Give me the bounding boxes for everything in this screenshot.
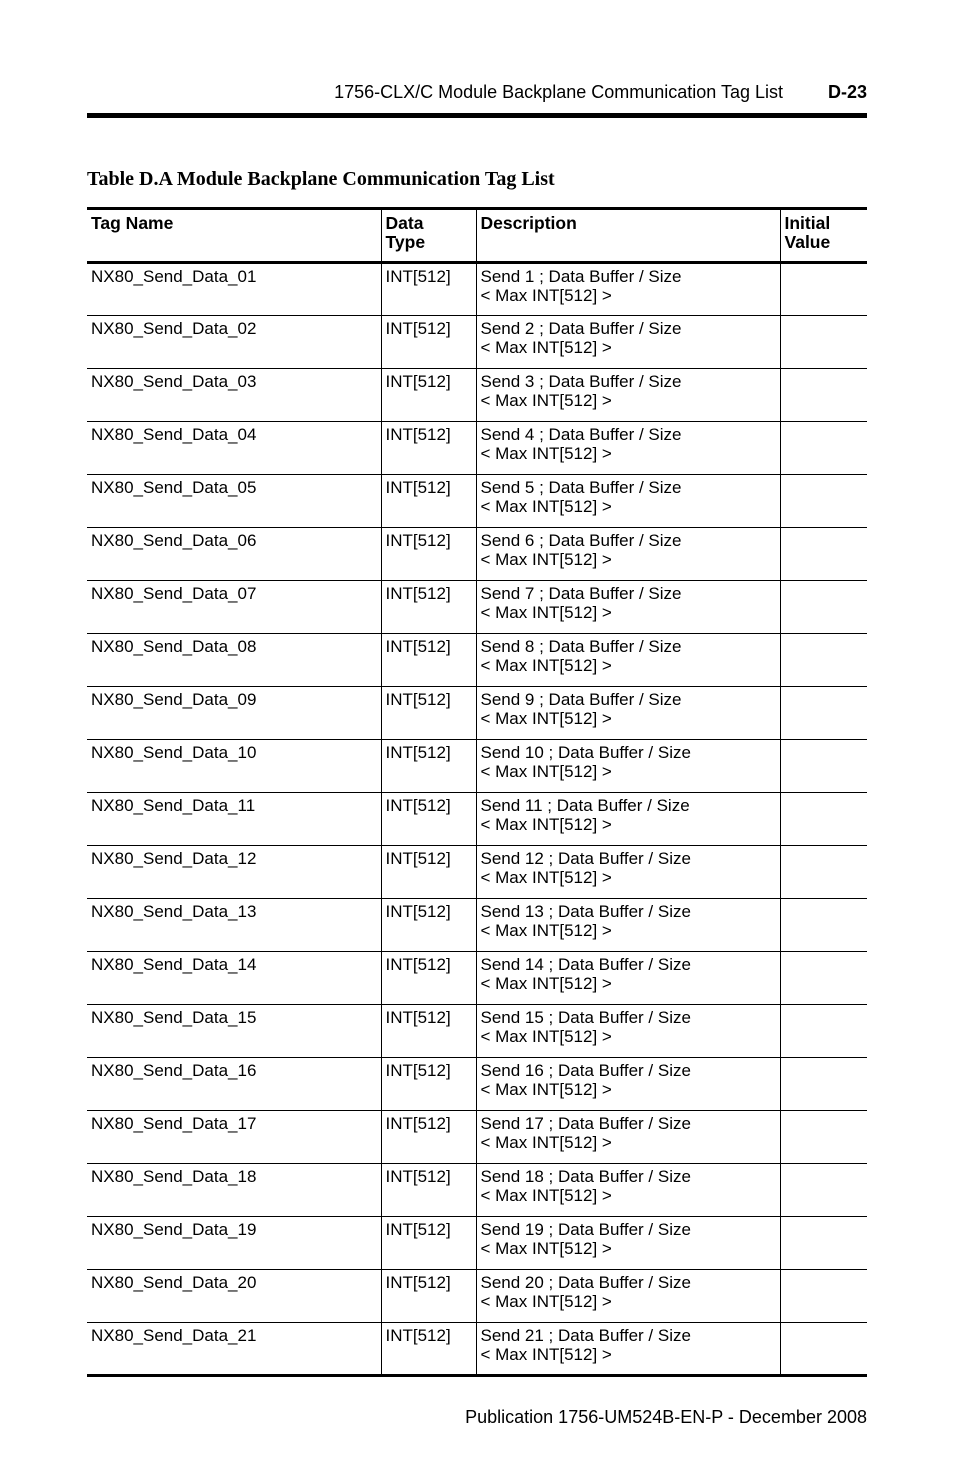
- initial-value-cell: [780, 846, 867, 899]
- tag-list-table: [87, 207, 867, 1377]
- initial-value-cell: [780, 634, 867, 687]
- description-cell: [476, 687, 780, 740]
- initial-value-cell: [780, 899, 867, 952]
- description-cell: [476, 1005, 780, 1058]
- tag-name-cell: NX80_Send_Data_13: [87, 899, 381, 952]
- description-cell: [476, 846, 780, 899]
- description-line: Send 15 ; Data Buffer / Size: [480, 1008, 691, 1027]
- description-line: < Max INT[512] >: [480, 656, 612, 675]
- description-cell: [476, 1270, 780, 1323]
- table-row: [87, 740, 867, 793]
- description-line: < Max INT[512] >: [480, 1133, 612, 1152]
- tag-name-cell: NX80_Send_Data_02: [87, 316, 381, 369]
- initial-value-cell: [780, 793, 867, 846]
- description-line: Send 2 ; Data Buffer / Size: [480, 319, 682, 338]
- table-row: [87, 952, 867, 1005]
- description-line: Send 10 ; Data Buffer / Size: [480, 743, 691, 762]
- column-header-line: Value: [784, 232, 831, 252]
- description-cell: [476, 899, 780, 952]
- publication-footer: Publication 1756-UM524B-EN-P - December 2008: [465, 1407, 867, 1427]
- table-row: [87, 634, 867, 687]
- tag-name-cell: NX80_Send_Data_21: [87, 1323, 381, 1376]
- description-line: Send 17 ; Data Buffer / Size: [480, 1114, 691, 1133]
- data-type-cell: INT[512]: [381, 1217, 476, 1270]
- data-type-cell: INT[512]: [381, 687, 476, 740]
- description-line: < Max INT[512] >: [480, 497, 612, 516]
- tag-name-cell: NX80_Send_Data_06: [87, 528, 381, 581]
- data-type-cell: INT[512]: [381, 1005, 476, 1058]
- initial-value-cell: [780, 952, 867, 1005]
- description-line: < Max INT[512] >: [480, 1345, 612, 1364]
- data-type-cell: INT[512]: [381, 1111, 476, 1164]
- tag-name-cell: NX80_Send_Data_14: [87, 952, 381, 1005]
- data-type-cell: INT[512]: [381, 899, 476, 952]
- description-line: Send 11 ; Data Buffer / Size: [480, 796, 690, 815]
- tag-name-cell: NX80_Send_Data_19: [87, 1217, 381, 1270]
- data-type-cell: INT[512]: [381, 1270, 476, 1323]
- tag-name-cell: NX80_Send_Data_08: [87, 634, 381, 687]
- description-cell: [476, 740, 780, 793]
- tag-name-cell: NX80_Send_Data_07: [87, 581, 381, 634]
- description-line: Send 13 ; Data Buffer / Size: [480, 902, 691, 921]
- tag-name-cell: NX80_Send_Data_11: [87, 793, 381, 846]
- description-line: Send 14 ; Data Buffer / Size: [480, 955, 691, 974]
- description-line: < Max INT[512] >: [480, 338, 612, 357]
- description-line: Send 9 ; Data Buffer / Size: [480, 690, 682, 709]
- description-line: < Max INT[512] >: [480, 391, 612, 410]
- initial-value-cell: [780, 1217, 867, 1270]
- table-caption: Table D.A Module Backplane Communication Tag List: [87, 168, 555, 190]
- column-header-line: Data: [385, 213, 424, 233]
- description-line: < Max INT[512] >: [480, 1027, 612, 1046]
- description-line: Send 8 ; Data Buffer / Size: [480, 637, 682, 656]
- description-line: < Max INT[512] >: [480, 603, 612, 622]
- description-cell: [476, 422, 780, 475]
- initial-value-cell: [780, 422, 867, 475]
- tag-name-cell: NX80_Send_Data_20: [87, 1270, 381, 1323]
- description-line: < Max INT[512] >: [480, 974, 612, 993]
- description-line: Send 4 ; Data Buffer / Size: [480, 425, 682, 444]
- data-type-cell: INT[512]: [381, 581, 476, 634]
- table-row: [87, 899, 867, 952]
- description-line: Send 7 ; Data Buffer / Size: [480, 584, 682, 603]
- column-header-line: Description: [480, 213, 577, 233]
- tag-name-cell: NX80_Send_Data_16: [87, 1058, 381, 1111]
- column-header-description: [476, 209, 780, 263]
- description-line: Send 20 ; Data Buffer / Size: [480, 1273, 691, 1292]
- column-header-initial-value: [780, 209, 867, 263]
- description-line: < Max INT[512] >: [480, 921, 612, 940]
- description-cell: [476, 528, 780, 581]
- description-line: Send 21 ; Data Buffer / Size: [480, 1326, 691, 1345]
- description-cell: [476, 793, 780, 846]
- description-line: < Max INT[512] >: [480, 815, 612, 834]
- data-type-cell: INT[512]: [381, 316, 476, 369]
- table-row: [87, 581, 867, 634]
- table-row: [87, 1164, 867, 1217]
- description-cell: [476, 1058, 780, 1111]
- initial-value-cell: [780, 1058, 867, 1111]
- description-cell: [476, 1164, 780, 1217]
- column-header-tag-name: [87, 209, 381, 263]
- description-cell: [476, 581, 780, 634]
- table-row: [87, 528, 867, 581]
- running-header-title: 1756-CLX/C Module Backplane Communication Tag List: [334, 82, 783, 102]
- page-number: D-23: [827, 82, 867, 102]
- tag-name-cell: NX80_Send_Data_15: [87, 1005, 381, 1058]
- description-line: < Max INT[512] >: [480, 1186, 612, 1205]
- table-row: [87, 1058, 867, 1111]
- tag-name-cell: NX80_Send_Data_04: [87, 422, 381, 475]
- tag-name-cell: NX80_Send_Data_01: [87, 263, 381, 316]
- description-line: < Max INT[512] >: [480, 762, 612, 781]
- table-header-row: [87, 209, 867, 263]
- data-type-cell: INT[512]: [381, 793, 476, 846]
- table-row: [87, 1323, 867, 1376]
- table-row: [87, 369, 867, 422]
- column-header-line: Initial: [784, 213, 831, 233]
- table-body: [87, 263, 867, 1376]
- initial-value-cell: [780, 1164, 867, 1217]
- table-row: [87, 687, 867, 740]
- initial-value-cell: [780, 369, 867, 422]
- tag-name-cell: NX80_Send_Data_17: [87, 1111, 381, 1164]
- description-line: < Max INT[512] >: [480, 1292, 612, 1311]
- tag-name-cell: NX80_Send_Data_12: [87, 846, 381, 899]
- description-cell: [476, 1323, 780, 1376]
- initial-value-cell: [780, 1005, 867, 1058]
- description-line: < Max INT[512] >: [480, 1239, 612, 1258]
- description-cell: [476, 1111, 780, 1164]
- tag-name-cell: NX80_Send_Data_09: [87, 687, 381, 740]
- description-line: Send 5 ; Data Buffer / Size: [480, 478, 682, 497]
- initial-value-cell: [780, 528, 867, 581]
- table-row: [87, 1217, 867, 1270]
- table-row: [87, 846, 867, 899]
- data-type-cell: INT[512]: [381, 952, 476, 1005]
- tag-name-cell: NX80_Send_Data_18: [87, 1164, 381, 1217]
- description-cell: [476, 316, 780, 369]
- description-line: Send 1 ; Data Buffer / Size: [480, 267, 682, 286]
- description-cell: [476, 263, 780, 316]
- description-line: < Max INT[512] >: [480, 709, 612, 728]
- tag-name-cell: NX80_Send_Data_05: [87, 475, 381, 528]
- description-line: Send 16 ; Data Buffer / Size: [480, 1061, 691, 1080]
- data-type-cell: INT[512]: [381, 475, 476, 528]
- column-header-data-type: [381, 209, 476, 263]
- table-row: [87, 316, 867, 369]
- data-type-cell: INT[512]: [381, 369, 476, 422]
- description-cell: [476, 1217, 780, 1270]
- description-cell: [476, 475, 780, 528]
- column-header-line: Tag Name: [91, 213, 174, 233]
- initial-value-cell: [780, 740, 867, 793]
- column-header-line: Type: [385, 232, 426, 252]
- description-line: < Max INT[512] >: [480, 286, 612, 305]
- data-type-cell: INT[512]: [381, 422, 476, 475]
- description-cell: [476, 952, 780, 1005]
- initial-value-cell: [780, 1111, 867, 1164]
- table-row: [87, 1005, 867, 1058]
- description-line: Send 6 ; Data Buffer / Size: [480, 531, 682, 550]
- data-type-cell: INT[512]: [381, 740, 476, 793]
- table-row: [87, 475, 867, 528]
- tag-name-cell: NX80_Send_Data_10: [87, 740, 381, 793]
- table-row: [87, 1111, 867, 1164]
- description-line: Send 19 ; Data Buffer / Size: [480, 1220, 691, 1239]
- page-header: [87, 80, 867, 106]
- initial-value-cell: [780, 1323, 867, 1376]
- initial-value-cell: [780, 581, 867, 634]
- data-type-cell: INT[512]: [381, 1164, 476, 1217]
- table-row: [87, 422, 867, 475]
- description-line: Send 3 ; Data Buffer / Size: [480, 372, 682, 391]
- description-line: Send 12 ; Data Buffer / Size: [480, 849, 691, 868]
- description-line: < Max INT[512] >: [480, 1080, 612, 1099]
- initial-value-cell: [780, 475, 867, 528]
- tag-name-cell: NX80_Send_Data_03: [87, 369, 381, 422]
- description-cell: [476, 634, 780, 687]
- table-row: [87, 1270, 867, 1323]
- initial-value-cell: [780, 687, 867, 740]
- table-row: [87, 793, 867, 846]
- data-type-cell: INT[512]: [381, 1058, 476, 1111]
- data-type-cell: INT[512]: [381, 528, 476, 581]
- data-type-cell: INT[512]: [381, 263, 476, 316]
- description-line: < Max INT[512] >: [480, 868, 612, 887]
- data-type-cell: INT[512]: [381, 1323, 476, 1376]
- description-line: < Max INT[512] >: [480, 444, 612, 463]
- table-row: [87, 263, 867, 316]
- initial-value-cell: [780, 316, 867, 369]
- description-line: Send 18 ; Data Buffer / Size: [480, 1167, 691, 1186]
- initial-value-cell: [780, 1270, 867, 1323]
- header-rule: [87, 113, 867, 118]
- data-type-cell: INT[512]: [381, 846, 476, 899]
- description-cell: [476, 369, 780, 422]
- data-type-cell: INT[512]: [381, 634, 476, 687]
- description-line: < Max INT[512] >: [480, 550, 612, 569]
- initial-value-cell: [780, 263, 867, 316]
